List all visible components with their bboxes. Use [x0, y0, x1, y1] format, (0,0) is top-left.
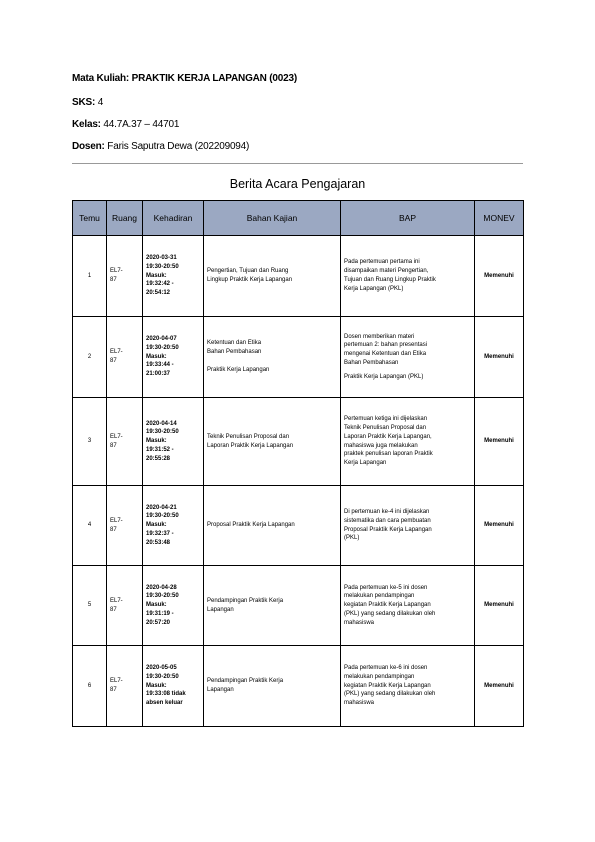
table-body — [73, 236, 524, 727]
bap-line: kegiatan Praktik Kerja Lapangan — [344, 682, 431, 689]
material-cell — [204, 398, 341, 486]
attendance-cell — [143, 646, 204, 727]
material-cell — [204, 646, 341, 727]
room-cell — [107, 398, 143, 486]
bap-line: mahasiswa — [344, 619, 375, 626]
lecturer-label: Dosen: — [72, 141, 105, 152]
room-cell — [107, 486, 143, 566]
attendance-text: 2020-05-05 19:30-20:50 Masuk: 19:33:08 tidak absen keluar — [146, 665, 186, 707]
material-line: Lapangan — [207, 687, 234, 693]
col-header-material: Bahan Kajian — [204, 201, 341, 236]
room-text: EL7- 87 — [110, 433, 123, 449]
material-line: Pengertian, Tujuan dan Ruang — [207, 268, 289, 275]
bap-cell — [341, 566, 475, 646]
attendance-text: 2020-04-14 19:30-20:50 Masuk: 19:31:52 - 20:55:28 — [146, 420, 179, 462]
bap-line: melakukan pendampingan — [344, 593, 415, 600]
col-header-meeting: Temu — [73, 201, 107, 236]
room-cell — [107, 566, 143, 646]
col-header-attendance: Kehadiran — [143, 201, 204, 236]
bap-line: Pada pertemuan ke-6 ini dosen — [344, 665, 428, 671]
lecturer-line — [72, 141, 249, 153]
bap-cell — [341, 236, 475, 317]
room-text: EL7- 87 — [110, 349, 123, 364]
table-title: Berita Acara Pengajaran — [229, 177, 366, 191]
attendance-cell — [143, 566, 204, 646]
room-text: EL7- 87 — [110, 268, 123, 283]
course-line — [72, 73, 297, 85]
material-line: Lapangan — [207, 606, 234, 613]
bap-line: sistematika dan cara pembuatan — [344, 517, 431, 524]
room-cell — [107, 317, 143, 398]
material-line: Ketentuan dan Etika — [207, 340, 262, 347]
room-text: EL7- 87 — [110, 597, 123, 613]
material-cell — [204, 236, 341, 317]
monev-cell: Memenuhi — [475, 566, 524, 646]
bap-line: Laporan Praktik Kerja Lapangan, — [344, 433, 432, 440]
header-divider — [72, 163, 523, 164]
col-header-room: Ruang — [107, 201, 143, 236]
bap-line: mengenai Ketentuan dan Etika — [344, 351, 427, 358]
material-line: Proposal Praktik Kerja Lapangan — [207, 522, 295, 529]
table-row — [73, 317, 524, 398]
monev-cell: Memenuhi — [475, 646, 524, 727]
bap-line: Tujuan dan Ruang Lingkup Praktik — [344, 277, 436, 283]
bap-cell — [341, 398, 475, 486]
course-value: PRAKTIK KERJA LAPANGAN (0023) — [131, 73, 297, 84]
lecturer-value: Faris Saputra Dewa (202209094) — [107, 141, 250, 152]
material-line: Pendampingan Praktik Kerja — [207, 678, 284, 685]
teaching-record-table — [72, 200, 524, 727]
attendance-text: 2020-04-07 19:30-20:50 Masuk: 19:33:44 - 21:00:37 — [146, 336, 179, 378]
col-header-monev: MONEV — [475, 201, 524, 236]
bap-cell — [341, 646, 475, 727]
bap-line: melakukan pendampingan — [344, 673, 415, 680]
meeting-number-cell: 6 — [73, 646, 107, 727]
bap-line: Proposal Praktik Kerja Lapangan — [344, 526, 432, 533]
bap-line: disampaikan materi Pengertian, — [344, 268, 429, 275]
attendance-text: 2020-03-31 19:30-20:50 Masuk: 19:32:42 - 20:54:12 — [146, 255, 179, 297]
attendance-cell — [143, 317, 204, 398]
bap-line: (PKL) yang sedang dilakukan oleh — [344, 610, 436, 617]
table-row — [73, 236, 524, 317]
bap-line: Kerja Lapangan — [344, 460, 387, 467]
material-line: Bahan Pembahasan — [207, 349, 262, 356]
monev-cell: Memenuhi — [475, 486, 524, 566]
credits-line — [72, 97, 103, 109]
table-row — [73, 566, 524, 646]
class-line — [72, 119, 179, 131]
class-label: Kelas: — [72, 119, 101, 130]
credits-value: 4 — [97, 97, 104, 108]
bap-line: pertemuan 2: bahan presentasi — [344, 342, 428, 349]
material-line: Praktik Kerja Lapangan — [207, 366, 270, 373]
material-line: Pendampingan Praktik Kerja — [207, 597, 284, 604]
bap-line: Dosen memberikan materi — [344, 333, 415, 340]
bap-line: mahasiswa juga melakukan — [344, 442, 418, 449]
meeting-number-cell: 5 — [73, 566, 107, 646]
course-label: Mata Kuliah: — [72, 73, 130, 84]
bap-line: (PKL) — [344, 535, 360, 542]
material-line: Laporan Praktik Kerja Lapangan — [207, 442, 294, 449]
room-text: EL7- 87 — [110, 678, 123, 693]
room-text: EL7- 87 — [110, 517, 123, 533]
meeting-number-cell: 1 — [73, 236, 107, 317]
table-header-row — [73, 201, 524, 236]
bap-line: Di pertemuan ke-4 ini dijelaskan — [344, 508, 430, 515]
material-line: Lingkup Praktik Kerja Lapangan — [207, 277, 293, 283]
monev-cell: Memenuhi — [475, 398, 524, 486]
table-row — [73, 646, 524, 727]
material-cell — [204, 486, 341, 566]
col-header-bap: BAP — [341, 201, 475, 236]
bap-line: Pertemuan ketiga ini dijelaskan — [344, 416, 428, 423]
monev-cell: Memenuhi — [475, 317, 524, 398]
monev-cell: Memenuhi — [475, 236, 524, 317]
bap-line: Praktik Kerja Lapangan (PKL) — [344, 373, 424, 380]
bap-line: mahasiswa — [344, 700, 375, 707]
bap-line: Teknik Penulisan Proposal dan — [344, 424, 427, 431]
attendance-cell — [143, 236, 204, 317]
bap-line: Bahan Pembahasan — [344, 359, 399, 366]
material-line: Teknik Penulisan Proposal dan — [207, 433, 290, 440]
meeting-number-cell: 4 — [73, 486, 107, 566]
credits-label: SKS: — [72, 97, 96, 108]
attendance-cell — [143, 398, 204, 486]
bap-line: (PKL) yang sedang dilakukan oleh — [344, 691, 436, 698]
table-row — [73, 486, 524, 566]
attendance-text: 2020-04-21 19:30-20:50 Masuk: 19:32:37 - 20:53:48 — [146, 504, 179, 546]
bap-cell — [341, 317, 475, 398]
bap-line: Kerja Lapangan (PKL) — [344, 285, 404, 292]
class-value: 44.7A.37 – 44701 — [103, 119, 180, 130]
meeting-number-cell: 2 — [73, 317, 107, 398]
material-spacer — [207, 357, 337, 366]
room-cell — [107, 236, 143, 317]
bap-line: kegiatan Praktik Kerja Lapangan — [344, 602, 431, 609]
bap-line: praktek penulisan laporan Praktik — [344, 451, 433, 458]
attendance-cell — [143, 486, 204, 566]
bap-cell — [341, 486, 475, 566]
meeting-number-cell: 3 — [73, 398, 107, 486]
bap-line: Pada pertemuan pertama ini — [344, 259, 420, 266]
room-cell — [107, 646, 143, 727]
bap-line: Pada pertemuan ke-5 ini dosen — [344, 584, 428, 591]
table-row — [73, 398, 524, 486]
attendance-text: 2020-04-28 19:30-20:50 Masuk: 19:31:19 - 20:57:20 — [146, 584, 179, 626]
material-cell — [204, 566, 341, 646]
material-cell — [204, 317, 341, 398]
